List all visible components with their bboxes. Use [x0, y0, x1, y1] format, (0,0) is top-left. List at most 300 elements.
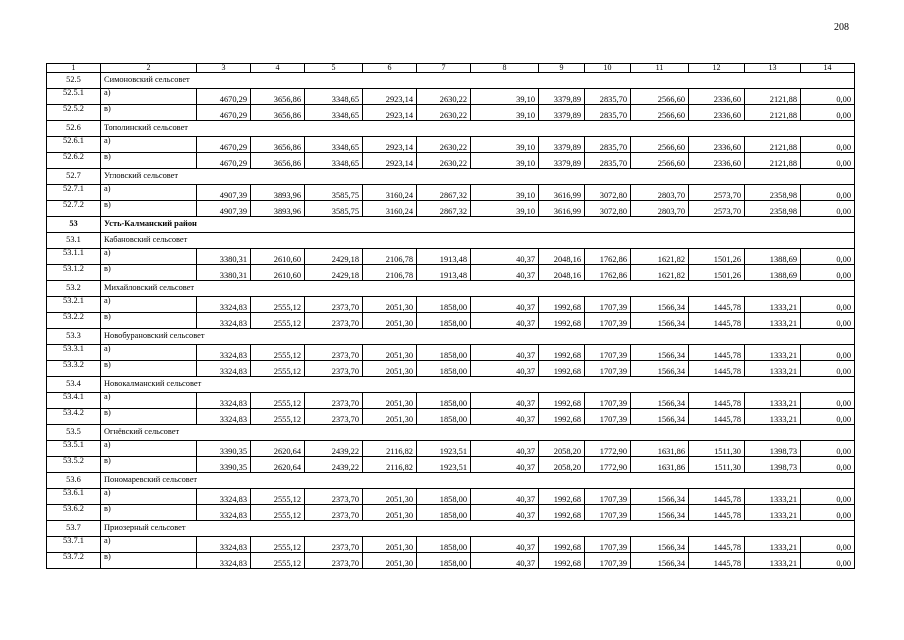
- value-cell: 40,37: [471, 489, 539, 505]
- value-cell: 2555,12: [251, 489, 305, 505]
- value-cell: 2620,64: [251, 457, 305, 473]
- value-cell: 1858,00: [417, 553, 471, 569]
- value-cell: 3893,96: [251, 185, 305, 201]
- value-cell: 2373,70: [305, 409, 363, 425]
- value-cell: 2048,16: [539, 249, 585, 265]
- value-cell: 2373,70: [305, 361, 363, 377]
- value-cell: 0,00: [801, 313, 855, 329]
- value-cell: 40,37: [471, 361, 539, 377]
- value-cell: 2373,70: [305, 489, 363, 505]
- section-label: Усть-Калманский район: [101, 217, 855, 233]
- value-cell: 2373,70: [305, 393, 363, 409]
- row-label: в): [101, 505, 197, 521]
- column-number-cell: 1: [47, 64, 101, 73]
- value-cell: 1707,39: [585, 345, 631, 361]
- row-code: 53.6.1: [47, 489, 101, 505]
- value-cell: 1707,39: [585, 537, 631, 553]
- section-label: Симоновский сельсовет: [101, 73, 855, 89]
- row-label: в): [101, 553, 197, 569]
- row-label: а): [101, 185, 197, 201]
- value-cell: 3380,31: [197, 265, 251, 281]
- value-cell: 0,00: [801, 265, 855, 281]
- value-cell: 2555,12: [251, 345, 305, 361]
- row-label: в): [101, 201, 197, 217]
- value-cell: 3324,83: [197, 361, 251, 377]
- value-cell: 3348,65: [305, 137, 363, 153]
- value-cell: 1913,48: [417, 265, 471, 281]
- section-code: 53.5: [47, 425, 101, 441]
- value-cell: 2573,70: [689, 201, 745, 217]
- value-cell: 3585,75: [305, 201, 363, 217]
- value-cell: 1566,34: [631, 489, 689, 505]
- value-cell: 4907,39: [197, 201, 251, 217]
- value-cell: 3348,65: [305, 105, 363, 121]
- section-label: Огнёвский сельсовет: [101, 425, 855, 441]
- value-cell: 1445,78: [689, 409, 745, 425]
- column-number-cell: 4: [251, 64, 305, 73]
- value-cell: 1445,78: [689, 297, 745, 313]
- value-cell: 2835,70: [585, 153, 631, 169]
- section-code: 52.6: [47, 121, 101, 137]
- value-cell: 2373,70: [305, 297, 363, 313]
- value-cell: 3390,35: [197, 441, 251, 457]
- value-cell: 3324,83: [197, 537, 251, 553]
- value-cell: 1858,00: [417, 313, 471, 329]
- value-cell: 0,00: [801, 105, 855, 121]
- row-code: 53.3.2: [47, 361, 101, 377]
- value-cell: 1762,86: [585, 265, 631, 281]
- row-label: а): [101, 345, 197, 361]
- value-cell: 3379,89: [539, 105, 585, 121]
- table-row: [47, 537, 855, 553]
- section-row: [47, 473, 855, 489]
- value-cell: 1333,21: [745, 345, 801, 361]
- value-cell: 1333,21: [745, 409, 801, 425]
- value-cell: 4670,29: [197, 153, 251, 169]
- table-row: [47, 393, 855, 409]
- value-cell: 1707,39: [585, 489, 631, 505]
- value-cell: 2923,14: [363, 105, 417, 121]
- value-cell: 2058,20: [539, 457, 585, 473]
- value-cell: 2116,82: [363, 441, 417, 457]
- value-cell: 1333,21: [745, 489, 801, 505]
- value-cell: 2630,22: [417, 137, 471, 153]
- value-cell: 1923,51: [417, 441, 471, 457]
- value-cell: 1858,00: [417, 297, 471, 313]
- value-cell: 2116,82: [363, 457, 417, 473]
- table-row: [47, 265, 855, 281]
- row-code: 52.6.2: [47, 153, 101, 169]
- value-cell: 0,00: [801, 553, 855, 569]
- row-label: а): [101, 89, 197, 105]
- value-cell: 2051,30: [363, 313, 417, 329]
- row-label: а): [101, 393, 197, 409]
- value-cell: 2121,88: [745, 89, 801, 105]
- value-cell: 1707,39: [585, 505, 631, 521]
- value-cell: 2051,30: [363, 409, 417, 425]
- value-cell: 0,00: [801, 505, 855, 521]
- value-cell: 2429,18: [305, 249, 363, 265]
- value-cell: 2867,32: [417, 201, 471, 217]
- value-cell: 2051,30: [363, 537, 417, 553]
- value-cell: 3656,86: [251, 89, 305, 105]
- value-cell: 1923,51: [417, 457, 471, 473]
- value-cell: 1333,21: [745, 313, 801, 329]
- value-cell: 2106,78: [363, 265, 417, 281]
- value-cell: 2336,60: [689, 137, 745, 153]
- value-cell: 2566,60: [631, 105, 689, 121]
- value-cell: 39,10: [471, 201, 539, 217]
- value-cell: 2358,98: [745, 185, 801, 201]
- value-cell: 3379,89: [539, 89, 585, 105]
- section-row: [47, 329, 855, 345]
- value-cell: 3324,83: [197, 345, 251, 361]
- value-cell: 1858,00: [417, 409, 471, 425]
- section-label: Кабановский сельсовет: [101, 233, 855, 249]
- column-number-cell: 8: [471, 64, 539, 73]
- table-row: [47, 345, 855, 361]
- value-cell: 2566,60: [631, 89, 689, 105]
- value-cell: 2630,22: [417, 89, 471, 105]
- row-code: 53.3.1: [47, 345, 101, 361]
- value-cell: 2923,14: [363, 89, 417, 105]
- value-cell: 2048,16: [539, 265, 585, 281]
- row-code: 53.2.2: [47, 313, 101, 329]
- table-row: [47, 409, 855, 425]
- value-cell: 1566,34: [631, 553, 689, 569]
- row-code: 52.6.1: [47, 137, 101, 153]
- value-cell: 1566,34: [631, 345, 689, 361]
- table-row: [47, 185, 855, 201]
- value-cell: 1762,86: [585, 249, 631, 265]
- section-row: [47, 169, 855, 185]
- value-cell: 40,37: [471, 537, 539, 553]
- section-row: [47, 233, 855, 249]
- row-code: 52.7.2: [47, 201, 101, 217]
- value-cell: 2429,18: [305, 265, 363, 281]
- value-cell: 0,00: [801, 345, 855, 361]
- section-label: Угловский сельсовет: [101, 169, 855, 185]
- value-cell: 40,37: [471, 265, 539, 281]
- row-code: 53.5.2: [47, 457, 101, 473]
- value-cell: 1858,00: [417, 505, 471, 521]
- value-cell: 0,00: [801, 89, 855, 105]
- table-row: [47, 201, 855, 217]
- value-cell: 2121,88: [745, 137, 801, 153]
- value-cell: 3893,96: [251, 201, 305, 217]
- value-cell: 1992,68: [539, 537, 585, 553]
- value-cell: 3324,83: [197, 393, 251, 409]
- column-number-cell: 10: [585, 64, 631, 73]
- section-code: 53.4: [47, 377, 101, 393]
- value-cell: 2555,12: [251, 537, 305, 553]
- value-cell: 1445,78: [689, 313, 745, 329]
- value-cell: 2051,30: [363, 505, 417, 521]
- table-row: [47, 105, 855, 121]
- section-row: [47, 281, 855, 297]
- value-cell: 0,00: [801, 393, 855, 409]
- value-cell: 1707,39: [585, 409, 631, 425]
- row-label: в): [101, 153, 197, 169]
- value-cell: 2566,60: [631, 153, 689, 169]
- value-cell: 3379,89: [539, 137, 585, 153]
- value-cell: 40,37: [471, 393, 539, 409]
- value-cell: 1398,73: [745, 441, 801, 457]
- value-cell: 1858,00: [417, 361, 471, 377]
- value-cell: 2106,78: [363, 249, 417, 265]
- value-cell: 2620,64: [251, 441, 305, 457]
- value-cell: 1858,00: [417, 345, 471, 361]
- section-row: [47, 121, 855, 137]
- value-cell: 0,00: [801, 137, 855, 153]
- value-cell: 3585,75: [305, 185, 363, 201]
- value-cell: 2555,12: [251, 409, 305, 425]
- column-number-cell: 3: [197, 64, 251, 73]
- value-cell: 1992,68: [539, 361, 585, 377]
- value-cell: 40,37: [471, 409, 539, 425]
- page-number: 208: [834, 22, 849, 33]
- value-cell: 2373,70: [305, 537, 363, 553]
- value-cell: 39,10: [471, 153, 539, 169]
- section-label: Новобурановский сельсовет: [101, 329, 855, 345]
- value-cell: 3324,83: [197, 313, 251, 329]
- table-row: [47, 153, 855, 169]
- value-cell: 2555,12: [251, 505, 305, 521]
- value-cell: 2373,70: [305, 313, 363, 329]
- value-cell: 1388,69: [745, 265, 801, 281]
- value-cell: 2566,60: [631, 137, 689, 153]
- value-cell: 2373,70: [305, 553, 363, 569]
- value-cell: 1333,21: [745, 393, 801, 409]
- value-cell: 0,00: [801, 297, 855, 313]
- value-cell: 1333,21: [745, 505, 801, 521]
- value-cell: 2555,12: [251, 361, 305, 377]
- value-cell: 1566,34: [631, 537, 689, 553]
- value-cell: 1511,30: [689, 457, 745, 473]
- value-cell: 1566,34: [631, 393, 689, 409]
- value-cell: 1333,21: [745, 297, 801, 313]
- value-cell: 2336,60: [689, 153, 745, 169]
- value-cell: 1445,78: [689, 537, 745, 553]
- row-label: а): [101, 489, 197, 505]
- column-number-row: [47, 64, 855, 73]
- value-cell: 0,00: [801, 361, 855, 377]
- value-cell: 2835,70: [585, 137, 631, 153]
- row-code: 52.5.2: [47, 105, 101, 121]
- value-cell: 39,10: [471, 185, 539, 201]
- value-cell: 39,10: [471, 89, 539, 105]
- value-cell: 3160,24: [363, 201, 417, 217]
- column-number-cell: 11: [631, 64, 689, 73]
- value-cell: 1566,34: [631, 409, 689, 425]
- value-cell: 3324,83: [197, 505, 251, 521]
- value-cell: 1707,39: [585, 361, 631, 377]
- section-label: Пономаревский сельсовет: [101, 473, 855, 489]
- value-cell: 3390,35: [197, 457, 251, 473]
- value-cell: 3656,86: [251, 137, 305, 153]
- row-label: в): [101, 361, 197, 377]
- value-cell: 1992,68: [539, 313, 585, 329]
- row-label: а): [101, 297, 197, 313]
- value-cell: 2439,22: [305, 441, 363, 457]
- value-cell: 2336,60: [689, 105, 745, 121]
- table-row: [47, 249, 855, 265]
- value-cell: 4670,29: [197, 137, 251, 153]
- value-cell: 1621,82: [631, 249, 689, 265]
- value-cell: 2439,22: [305, 457, 363, 473]
- value-cell: 1858,00: [417, 489, 471, 505]
- value-cell: 2923,14: [363, 137, 417, 153]
- value-cell: 39,10: [471, 105, 539, 121]
- row-label: а): [101, 441, 197, 457]
- value-cell: 1707,39: [585, 313, 631, 329]
- row-label: а): [101, 137, 197, 153]
- value-cell: 2630,22: [417, 153, 471, 169]
- table-row: [47, 505, 855, 521]
- value-cell: 2121,88: [745, 105, 801, 121]
- section-row: [47, 73, 855, 89]
- value-cell: 3072,80: [585, 185, 631, 201]
- value-cell: 1501,26: [689, 249, 745, 265]
- value-cell: 2051,30: [363, 297, 417, 313]
- value-cell: 1445,78: [689, 393, 745, 409]
- row-label: в): [101, 313, 197, 329]
- column-number-cell: 2: [101, 64, 197, 73]
- value-cell: 1858,00: [417, 393, 471, 409]
- value-cell: 1621,82: [631, 265, 689, 281]
- value-cell: 1992,68: [539, 393, 585, 409]
- row-label: в): [101, 265, 197, 281]
- value-cell: 40,37: [471, 313, 539, 329]
- row-label: в): [101, 457, 197, 473]
- value-cell: 3656,86: [251, 153, 305, 169]
- column-number-cell: 14: [801, 64, 855, 73]
- value-cell: 2555,12: [251, 553, 305, 569]
- value-cell: 0,00: [801, 185, 855, 201]
- row-code: 53.1.2: [47, 265, 101, 281]
- value-cell: 1913,48: [417, 249, 471, 265]
- value-cell: 2121,88: [745, 153, 801, 169]
- value-cell: 1631,86: [631, 457, 689, 473]
- row-code: 53.5.1: [47, 441, 101, 457]
- section-label: Приозерный сельсовет: [101, 521, 855, 537]
- column-number-cell: 6: [363, 64, 417, 73]
- value-cell: 4670,29: [197, 89, 251, 105]
- row-label: а): [101, 537, 197, 553]
- value-cell: 1992,68: [539, 297, 585, 313]
- column-number-cell: 7: [417, 64, 471, 73]
- row-code: 53.4.2: [47, 409, 101, 425]
- value-cell: 3324,83: [197, 489, 251, 505]
- value-cell: 2358,98: [745, 201, 801, 217]
- value-cell: 1707,39: [585, 553, 631, 569]
- table-row: [47, 137, 855, 153]
- value-cell: 40,37: [471, 441, 539, 457]
- value-cell: 2803,70: [631, 185, 689, 201]
- value-cell: 2555,12: [251, 393, 305, 409]
- value-cell: 40,37: [471, 457, 539, 473]
- value-cell: 40,37: [471, 297, 539, 313]
- value-cell: 1772,90: [585, 457, 631, 473]
- value-cell: 2051,30: [363, 393, 417, 409]
- value-cell: 1992,68: [539, 409, 585, 425]
- value-cell: 40,37: [471, 345, 539, 361]
- value-cell: 2835,70: [585, 89, 631, 105]
- row-code: 53.2.1: [47, 297, 101, 313]
- table-body: [47, 64, 855, 569]
- table-row: [47, 313, 855, 329]
- value-cell: 1992,68: [539, 553, 585, 569]
- value-cell: 3379,89: [539, 153, 585, 169]
- value-cell: 2051,30: [363, 489, 417, 505]
- value-cell: 40,37: [471, 553, 539, 569]
- value-cell: 1566,34: [631, 297, 689, 313]
- value-cell: 1333,21: [745, 361, 801, 377]
- value-cell: 3324,83: [197, 409, 251, 425]
- value-cell: 1333,21: [745, 553, 801, 569]
- section-code: 53: [47, 217, 101, 233]
- value-cell: 1388,69: [745, 249, 801, 265]
- value-cell: 2051,30: [363, 345, 417, 361]
- table-row: [47, 553, 855, 569]
- value-cell: 3616,99: [539, 201, 585, 217]
- section-code: 53.2: [47, 281, 101, 297]
- value-cell: 1501,26: [689, 265, 745, 281]
- value-cell: 0,00: [801, 409, 855, 425]
- value-cell: 1445,78: [689, 361, 745, 377]
- value-cell: 1566,34: [631, 505, 689, 521]
- section-label: Тополинский сельсовет: [101, 121, 855, 137]
- column-number-cell: 5: [305, 64, 363, 73]
- section-code: 53.7: [47, 521, 101, 537]
- value-cell: 1631,86: [631, 441, 689, 457]
- value-cell: 2923,14: [363, 153, 417, 169]
- value-cell: 2336,60: [689, 89, 745, 105]
- section-code: 52.7: [47, 169, 101, 185]
- value-cell: 1511,30: [689, 441, 745, 457]
- row-code: 53.1.1: [47, 249, 101, 265]
- value-cell: 1333,21: [745, 537, 801, 553]
- row-code: 53.6.2: [47, 505, 101, 521]
- value-cell: 0,00: [801, 249, 855, 265]
- row-code: 53.7.1: [47, 537, 101, 553]
- value-cell: 1445,78: [689, 505, 745, 521]
- value-cell: 2610,60: [251, 265, 305, 281]
- value-cell: 3616,99: [539, 185, 585, 201]
- row-code: 53.4.1: [47, 393, 101, 409]
- value-cell: 0,00: [801, 457, 855, 473]
- value-cell: 2610,60: [251, 249, 305, 265]
- column-number-cell: 12: [689, 64, 745, 73]
- value-cell: 1566,34: [631, 313, 689, 329]
- value-cell: 0,00: [801, 537, 855, 553]
- value-cell: 0,00: [801, 489, 855, 505]
- value-cell: 1772,90: [585, 441, 631, 457]
- value-cell: 1992,68: [539, 489, 585, 505]
- column-number-cell: 9: [539, 64, 585, 73]
- value-cell: 4670,29: [197, 105, 251, 121]
- value-cell: 2555,12: [251, 297, 305, 313]
- table-row: [47, 361, 855, 377]
- value-cell: 2630,22: [417, 105, 471, 121]
- value-cell: 2373,70: [305, 505, 363, 521]
- value-cell: 1445,78: [689, 553, 745, 569]
- value-cell: 3348,65: [305, 153, 363, 169]
- value-cell: 0,00: [801, 153, 855, 169]
- value-cell: 1858,00: [417, 537, 471, 553]
- value-cell: 2835,70: [585, 105, 631, 121]
- value-cell: 3072,80: [585, 201, 631, 217]
